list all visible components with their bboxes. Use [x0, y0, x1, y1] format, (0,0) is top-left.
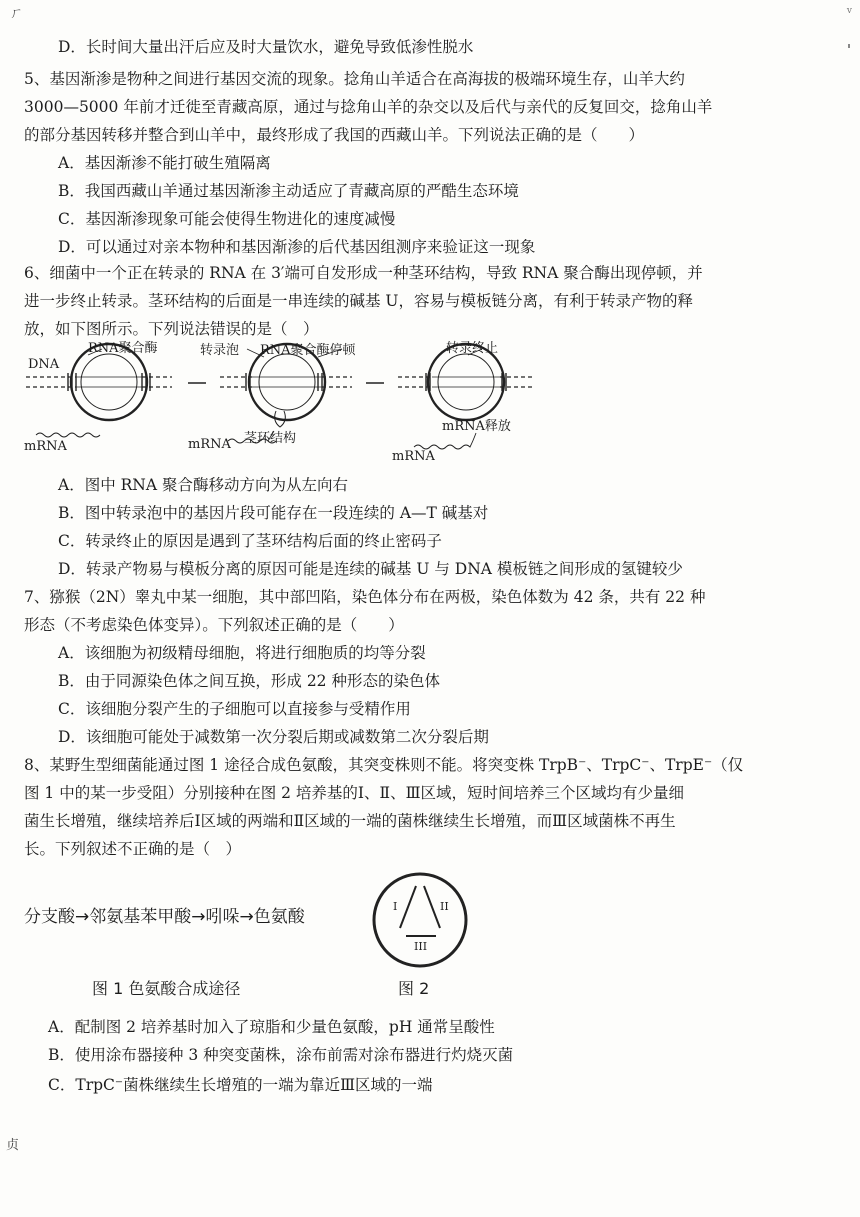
plate-region-label: III [414, 940, 428, 953]
figure-label-polymerase-pause: RNA聚合酶停顿 [260, 343, 356, 358]
q8-stem-line: 长。下列叙述不正确的是（ ） [24, 840, 242, 858]
q8-option-c: C．TrpC⁻菌株继续生长增殖的一端为靠近Ⅲ区域的一端 [48, 1076, 433, 1094]
q5-option-b: B．我国西藏山羊通过基因渐渗主动适应了青藏高原的严酷生态环境 [58, 182, 519, 200]
corner-mark-right: v [846, 6, 852, 16]
q5-stem-line: 3000—5000 年前才迁徙至青藏高原，通过与捻角山羊的杂交以及后代与亲代的反复回交，捻角山羊 [24, 98, 713, 116]
q5-stem-line: 的部分基因转移并整合到山羊中，最终形成了我国的西藏山羊。下列说法正确的是（ ） [24, 126, 645, 144]
tryptophan-pathway: 分支酸→邻氨基苯甲酸→吲哚→色氨酸 [24, 907, 305, 927]
figure-2-caption: 图 2 [398, 979, 430, 998]
figure-label-stem-loop: 茎环结构 [244, 431, 297, 446]
q7-option-b: B．由于同源染色体之间互换，形成 22 种形态的染色体 [58, 672, 440, 690]
figure-1-caption: 图 1 色氨酸合成途径 [92, 979, 241, 998]
q7-option-a: A．该细胞为初级精母细胞，将进行细胞质的均等分裂 [58, 644, 426, 662]
q5-stem-line: 5、基因渐渗是物种之间进行基因交流的现象。捻角山羊适合在高海拔的极端环境生存，山羊大约 [24, 70, 685, 88]
figure-label-rna-polymerase: RNA聚合酶 [88, 341, 158, 356]
q5-option-d: D．可以通过对亲本物种和基因渐渗的后代基因组测序来验证这一现象 [58, 238, 536, 256]
q8-option-a: A．配制图 2 培养基时加入了琼脂和少量色氨酸，pH 通常呈酸性 [48, 1018, 495, 1036]
q8-stem-line: 菌生长增殖，继续培养后Ⅰ区域的两端和Ⅱ区域的一端的菌株继续生长增殖，而Ⅲ区域菌株不再生 [24, 812, 676, 830]
q6-option-d: D．转录产物易与模板分离的原因可能是连续的碱基 U 与 DNA 模板链之间形成的氢键较少 [58, 560, 683, 578]
q8-stem-line: 8、某野生型细菌能通过图 1 途径合成色氨酸，其突变株则不能。将突变株 TrpB⁻、TrpC⁻、TrpE⁻（仅 [24, 756, 744, 774]
q4-option-d: D．长时间大量出汗后应及时大量饮水，避免导致低渗性脱水 [58, 38, 474, 56]
figure-label-termination: 转录终止 [446, 341, 499, 356]
q7-option-c: C．该细胞分裂产生的子细胞可以直接参与受精作用 [58, 700, 411, 718]
figure-label-dna: DNA [28, 357, 60, 372]
q6-stem-line: 6、细菌中一个正在转录的 RNA 在 3′端可自发形成一种茎环结构，导致 RNA 聚合酶出现停顿，并 [24, 264, 703, 282]
q5-option-c: C．基因渐渗现象可能会使得生物进化的速度减慢 [58, 210, 396, 228]
plate-region-label: I [393, 900, 398, 913]
q5-option-a: A．基因渐渗不能打破生殖隔离 [58, 154, 271, 172]
margin-mark [848, 44, 850, 48]
q8-option-b: B．使用涂布器接种 3 种突变菌株，涂布前需对涂布器进行灼烧灭菌 [48, 1046, 514, 1064]
q7-option-d: D．该细胞可能处于减数第一次分裂后期或减数第二次分裂后期 [58, 728, 489, 746]
figure-label-mrna: mRNA [188, 437, 231, 452]
culture-plate-figure [370, 870, 470, 970]
q8-stem-line: 图 1 中的某一步受阻）分别接种在图 2 培养基的Ⅰ、Ⅱ、Ⅲ区域，短时间培养三个区域均有少量细 [24, 784, 685, 802]
figure-label-mrna: mRNA [392, 449, 435, 464]
q6-option-a: A．图中 RNA 聚合酶移动方向为从左向右 [58, 476, 348, 494]
q6-option-c: C．转录终止的原因是遇到了茎环结构后面的终止密码子 [58, 532, 442, 550]
plate-region-label: II [440, 900, 449, 913]
q6-stem-line: 进一步终止转录。茎环结构的后面是一串连续的碱基 U，容易与模板链分离，有利于转录产物的释 [24, 292, 693, 310]
figure-label-mrna: mRNA [24, 439, 67, 454]
figure-label-mrna-release: mRNA释放 [442, 419, 511, 434]
page-corner-mark: 贞 [6, 1138, 20, 1153]
q6-option-b: B．图中转录泡中的基因片段可能存在一段连续的 A—T 碱基对 [58, 504, 489, 522]
q7-stem-line: 7、猕猴（2N）睾丸中某一细胞，其中部凹陷，染色体分布在两极，染色体数为 42 条，共有 22 种 [24, 588, 706, 606]
corner-mark: ㄏ [10, 6, 24, 21]
q6-stem-line: 放，如下图所示。下列说法错误的是（ ） [24, 320, 319, 338]
transcription-diagram [22, 335, 742, 470]
q7-stem-line: 形态（不考虑染色体变异）。下列叙述正确的是（ ） [24, 616, 404, 634]
figure-label-transcription-bubble: 转录泡 [200, 343, 240, 358]
